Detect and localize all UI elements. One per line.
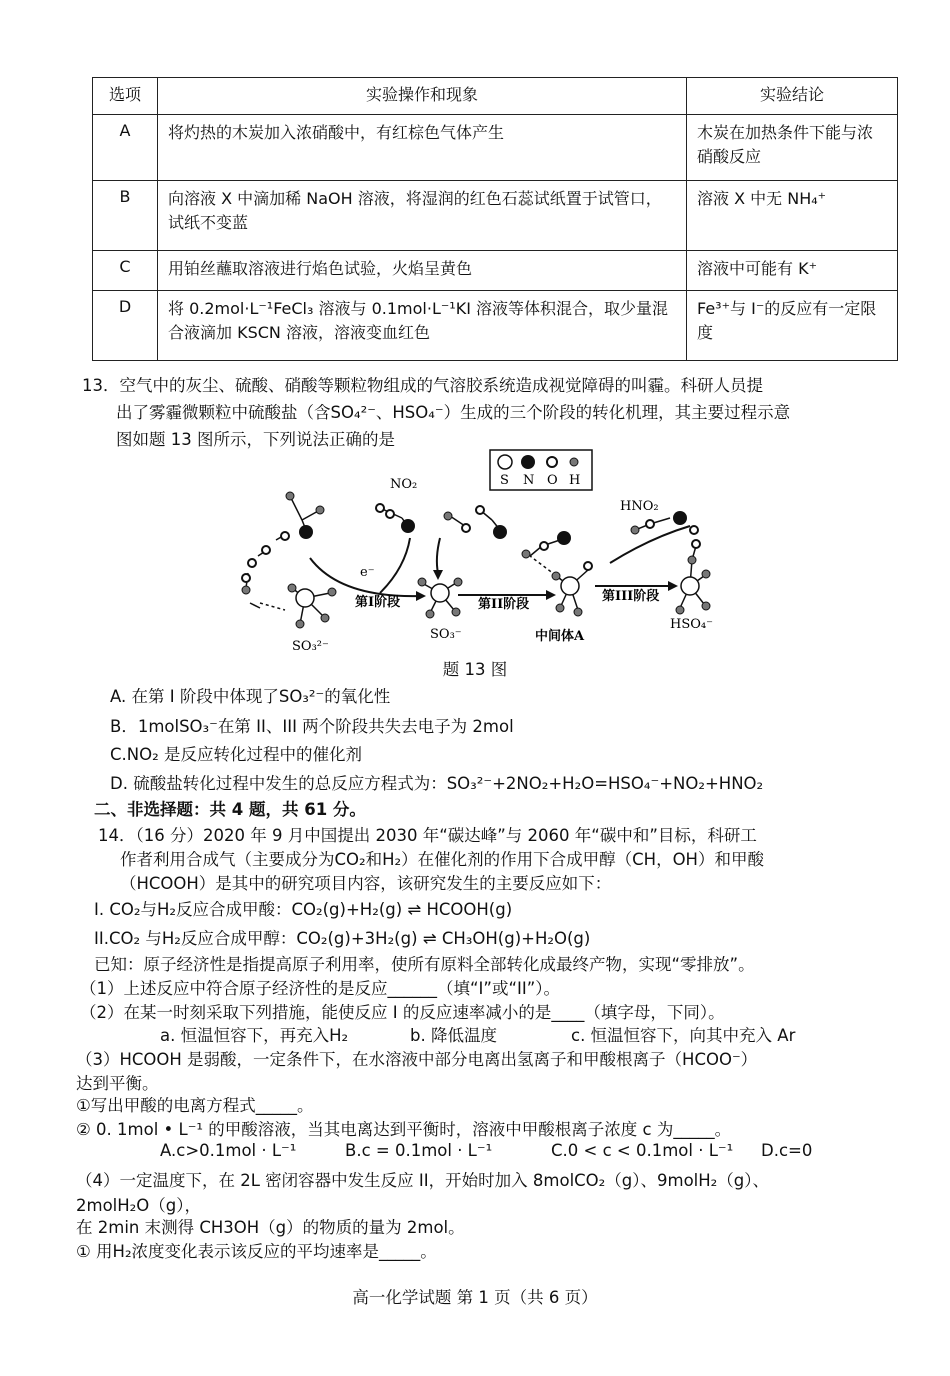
q14-part2-option-a: a. 恒温恒容下，再充入H₂ xyxy=(160,1026,349,1045)
row-operation: 将 0.2mol·L⁻¹FeCl₃ 溶液与 0.1mol·L⁻¹KI 溶液等体积混合，取少量混合液滴加 KSCN 溶液，溶液变血红色 xyxy=(158,291,687,361)
col-option: 选项 xyxy=(93,78,158,115)
table-row xyxy=(93,291,898,361)
arrow-no2-release xyxy=(380,538,410,593)
page-footer: 高一化学试题 第 1 页（共 6 页） xyxy=(352,1288,598,1307)
q14-part3-line2: 达到平衡。 xyxy=(76,1074,159,1093)
q14-part2-option-b: b. 降低温度 xyxy=(410,1026,497,1045)
q14-part4-q1: ① 用H₂浓度变化表示该反应的平均速率是_____。 xyxy=(76,1242,437,1261)
legend-n-atom xyxy=(521,455,535,469)
mechanism-figure xyxy=(230,448,720,658)
legend-h-atom xyxy=(570,458,578,466)
row-operation: 将灼热的木炭加入浓硝酸中，有红棕色气体产生 xyxy=(158,115,687,181)
row-option: C xyxy=(93,251,158,291)
q13-line3: 图如题 13 图所示，下列说法正确的是 xyxy=(116,430,395,449)
q14-known: 已知：原子经济性是指提高原子利用率，使所有原料全部转化成最终产物，实现“零排放”。 xyxy=(94,955,755,974)
label-electron: e⁻ xyxy=(360,565,375,580)
label-stage3: 第III阶段 xyxy=(602,589,660,604)
q14-part4-line1: （4）一定温度下，在 2L 密闭容器中发生反应 II，开始时加入 8molCO₂（g）、9molH₂（g）、 xyxy=(76,1171,769,1190)
section-heading: 二、非选择题：共 4 题，共 61 分。 xyxy=(94,800,366,819)
label-stage1: 第I阶段 xyxy=(355,595,401,610)
q14-reaction-2: II.CO₂ 与H₂反应合成甲醇：CO₂(g)+3H₂(g) ⇌ CH₃OH(g)+H₂O(g) xyxy=(94,929,591,948)
q13-option-b: B．1molSO₃⁻在第 II、III 两个阶段共失去电子为 2mol xyxy=(110,717,514,736)
q13-line1: 13．空气中的灰尘、硫酸、硝酸等颗粒物组成的气溶胶系统造成视觉障碍的叫霾。科研人员提 xyxy=(82,376,763,395)
experiment-table xyxy=(92,77,898,361)
row-conclusion: 木炭在加热条件下能与浓硝酸反应 xyxy=(687,115,898,181)
figure-caption: 题 13 图 xyxy=(442,660,508,679)
q14-part3-option-b: B.c = 0.1mol · L⁻¹ xyxy=(345,1141,493,1160)
label-no2: NO₂ xyxy=(390,477,418,492)
row-option: D xyxy=(93,291,158,361)
q14-intro-line2: 作者利用合成气（主要成分为CO₂和H₂）在催化剂的作用下合成甲醇（CH，OH）和甲酸 xyxy=(120,850,764,869)
q13-line2: 出了雾霾微颗粒中硫酸盐（含SO₄²⁻、HSO₄⁻）生成的三个阶段的转化机理，其主要过程示意 xyxy=(116,403,791,422)
table-row xyxy=(93,181,898,251)
q14-part3-q1: ①写出甲酸的电离方程式_____。 xyxy=(76,1096,314,1115)
q14-part3-option-c: C.0 < c < 0.1mol · L⁻¹ xyxy=(551,1141,734,1160)
legend-label-s: S xyxy=(500,473,509,488)
row-operation: 向溶液 X 中滴加稀 NaOH 溶液，将湿润的红色石蕊试纸置于试管口，试纸不变蓝 xyxy=(158,181,687,251)
q14-part2-option-c: c. 恒温恒容下，向其中充入 Ar xyxy=(571,1026,796,1045)
row-conclusion: 溶液中可能有 K⁺ xyxy=(687,251,898,291)
row-conclusion: 溶液 X 中无 NH₄⁺ xyxy=(687,181,898,251)
q14-part4-line3: 在 2min 末测得 CH3OH（g）的物质的量为 2mol。 xyxy=(76,1218,465,1237)
q13-option-a: A. 在第 I 阶段中体现了SO₃²⁻的氧化性 xyxy=(110,687,391,706)
table-row xyxy=(93,251,898,291)
row-option: A xyxy=(93,115,158,181)
legend-o-atom xyxy=(547,457,557,467)
q14-part3-line1: （3）HCOOH 是弱酸，一定条件下，在水溶液中部分电离出氢离子和甲酸根离子（HCOO⁻） xyxy=(76,1050,758,1069)
q14-intro-line1: 14．（16 分）2020 年 9 月中国提出 2030 年“碳达峰”与 2060 年“碳中和”目标，科研工 xyxy=(98,826,757,845)
col-conclusion: 实验结论 xyxy=(687,78,898,115)
arrow-hno2-release xyxy=(610,526,690,563)
label-hso4-minus: HSO₄⁻ xyxy=(670,617,713,632)
q14-reaction-1: I. CO₂与H₂反应合成甲酸：CO₂(g)+H₂(g) ⇌ HCOOH(g) xyxy=(94,900,513,919)
legend-label-h: H xyxy=(569,473,581,488)
q13-option-d: D. 硫酸盐转化过程中发生的总反应方程式为：SO₃²⁻+2NO₂+H₂O=HSO₄⁻+NO₂+HNO₂ xyxy=(110,774,764,793)
label-so3-minus: SO₃⁻ xyxy=(430,627,462,642)
q13-option-c: C.NO₂ 是反应转化过程中的催化剂 xyxy=(110,745,362,764)
table-row xyxy=(93,115,898,181)
left-molecule xyxy=(246,496,330,624)
row-option: B xyxy=(93,181,158,251)
label-intermediate-a: 中间体A xyxy=(535,629,585,644)
q14-part3-q2: ② 0. 1mol • L⁻¹ 的甲酸溶液，当其电离达到平衡时，溶液中甲酸根离子浓度 c 为_____。 xyxy=(76,1120,732,1139)
middle-molecule xyxy=(450,510,500,530)
q14-part3-option-d: D.c=0 xyxy=(761,1141,813,1160)
label-hno2: HNO₂ xyxy=(620,499,659,514)
col-operation: 实验操作和现象 xyxy=(158,78,687,115)
q14-part2: （2）在某一时刻采取下列措施，能使反应 I 的反应速率减小的是____（填字母，下同）。 xyxy=(80,1003,725,1022)
legend-label-n: N xyxy=(523,473,535,488)
table-header-row xyxy=(93,78,898,115)
row-conclusion: Fe³⁺与 I⁻的反应有一定限度 xyxy=(687,291,898,361)
q14-part3-option-a: A.c>0.1mol · L⁻¹ xyxy=(160,1141,297,1160)
label-stage2: 第II阶段 xyxy=(478,597,530,612)
q14-part4-line2: 2molH₂O（g）， xyxy=(76,1196,201,1215)
label-so3-2minus: SO₃²⁻ xyxy=(292,639,329,654)
q14-intro-line3: （HCOOH）是其中的研究项目内容，该研究发生的主要反应如下： xyxy=(120,874,612,893)
row-operation: 用铂丝蘸取溶液进行焰色试验，火焰呈黄色 xyxy=(158,251,687,291)
q14-part1: （1）上述反应中符合原子经济性的是反应______（填“I”或“II”）。 xyxy=(80,979,561,998)
legend-label-o: O xyxy=(547,473,558,488)
legend-s-atom xyxy=(498,455,512,469)
